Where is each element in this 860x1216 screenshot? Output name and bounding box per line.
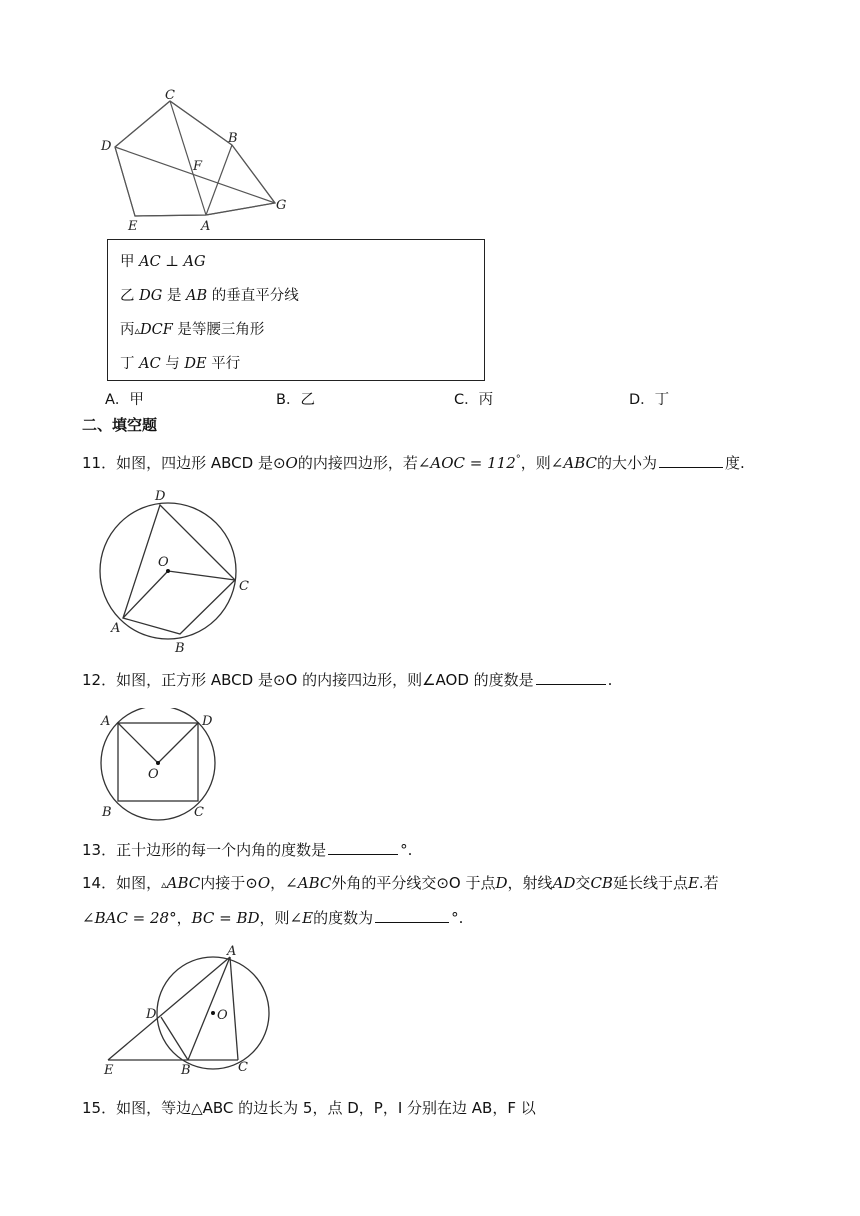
q-text: ， <box>176 909 192 927</box>
label-E: E <box>104 1063 114 1078</box>
figure-q10 <box>95 88 295 236</box>
q-math: BC = BD <box>191 909 260 927</box>
statement-prefix: 甲 <box>120 254 135 270</box>
label-F: F <box>193 159 203 174</box>
q-math: CB <box>590 874 613 892</box>
question-15 <box>82 1097 536 1119</box>
q-math: ∠AOC = 112 <box>417 454 516 472</box>
label-D: D <box>155 489 166 504</box>
question-12 <box>82 668 612 691</box>
q-text: 的内接四边形，若 <box>297 454 418 472</box>
triangle-symbol: ▵ <box>134 324 141 337</box>
statements-box <box>107 239 485 381</box>
label-D: D <box>146 1007 157 1022</box>
figure-q11 <box>95 484 265 656</box>
q-math: ∠E <box>289 909 314 927</box>
q-text: 外角的平分线交⊙O 于点 <box>331 874 496 892</box>
label-A: A <box>201 219 211 234</box>
label-A: A <box>111 621 121 636</box>
question-14-line-1 <box>82 872 719 896</box>
section-title: 二、填空题 <box>82 416 158 434</box>
label-O: O <box>148 767 159 782</box>
degree-symbol: ° <box>515 454 521 465</box>
q-math: ∠ABC <box>550 454 597 472</box>
statement-prefix: 丁 <box>120 356 135 372</box>
q-text: 交 <box>575 874 591 892</box>
question-number: 15． <box>82 1099 117 1117</box>
q-math: O <box>285 454 298 472</box>
q-text: ，射线 <box>507 874 553 892</box>
statement-math: DE <box>184 356 207 372</box>
label-O: O <box>217 1008 228 1023</box>
q-text: 正十边形的每一个内角的度数是 <box>116 841 327 859</box>
label-C: C <box>239 579 249 594</box>
q-text: 的大小为 <box>596 454 657 472</box>
option-b[interactable]: B．乙 <box>276 392 315 408</box>
triangle-symbol: ▵ <box>161 878 167 891</box>
figure-q14 <box>100 944 290 1078</box>
statement-math: AC <box>139 356 161 372</box>
answer-blank[interactable] <box>659 451 723 468</box>
statement-ding <box>120 352 240 373</box>
question-number: 14． <box>82 874 117 892</box>
q-text: 内接于 <box>200 874 246 892</box>
statement-math: AB <box>186 288 208 304</box>
statement-text: 是等腰三角形 <box>177 322 265 338</box>
statement-yi <box>120 284 299 305</box>
statement-text: 是 <box>166 288 182 304</box>
question-number: 11． <box>82 454 117 472</box>
q-text: 如图，四边形 ABCD 是 <box>116 454 273 472</box>
q-math: ABC <box>166 874 201 892</box>
statement-jia <box>120 250 206 271</box>
label-O: O <box>158 555 169 570</box>
question-14-line-2 <box>82 906 463 929</box>
q-text: ， <box>270 874 286 892</box>
q-text: 延长线于点 <box>612 874 688 892</box>
q-text: 的度数为 <box>313 909 374 927</box>
statement-text: 的垂直平分线 <box>211 288 299 304</box>
q-text: 如图，正方形 ABCD 是⊙O 的内接四边形，则∠AOD 的度数是 <box>116 671 534 689</box>
q-math: D <box>495 874 508 892</box>
label-D: D <box>101 139 112 154</box>
option-d[interactable]: D．丁 <box>629 392 670 408</box>
label-A: A <box>101 714 111 729</box>
question-11 <box>82 449 745 474</box>
label-C: C <box>194 805 204 820</box>
label-C: C <box>238 1060 248 1075</box>
q-text: °. <box>451 909 464 927</box>
answer-blank[interactable] <box>375 906 449 923</box>
statement-math: DG <box>139 288 163 304</box>
q-math: ∠BAC = 28° <box>82 909 177 927</box>
statement-math: DCF <box>140 322 173 338</box>
answer-blank[interactable] <box>536 668 606 685</box>
statement-text: 与 <box>165 356 180 372</box>
q-math: E <box>687 874 699 892</box>
label-B: B <box>181 1063 191 1078</box>
option-c[interactable]: C．丙 <box>454 392 494 408</box>
q-text: 如图，等边△ABC 的边长为 5，点 D，P，I 分别在边 AB，F 以 <box>116 1099 536 1117</box>
label-C: C <box>165 88 175 103</box>
q-math: ⊙O <box>245 874 271 892</box>
statement-prefix: 丙 <box>120 322 135 338</box>
label-D: D <box>202 714 213 729</box>
label-B: B <box>228 131 238 146</box>
statement-prefix: 乙 <box>120 288 135 304</box>
q-text: 度. <box>725 454 745 472</box>
answer-blank[interactable] <box>328 838 398 855</box>
q-math: AD <box>552 874 576 892</box>
label-A: A <box>227 944 237 959</box>
circle-symbol: ⊙ <box>272 454 286 472</box>
statement-math: AC ⊥ AG <box>139 254 206 270</box>
statement-bing <box>120 318 264 339</box>
q-text: .若 <box>698 874 719 892</box>
q-text: °. <box>400 841 413 859</box>
question-number: 13． <box>82 841 117 859</box>
q-text: . <box>607 671 613 689</box>
question-13 <box>82 838 412 861</box>
label-E: E <box>128 219 138 234</box>
q-text: ，则 <box>259 909 290 927</box>
label-B: B <box>175 641 185 656</box>
q-text: 如图， <box>116 874 162 892</box>
label-G: G <box>276 198 287 213</box>
q-text: ，则 <box>520 454 551 472</box>
statement-text: 平行 <box>211 356 241 372</box>
q-math: ∠ABC <box>285 874 332 892</box>
option-a[interactable]: A．甲 <box>105 392 144 408</box>
label-B: B <box>102 805 112 820</box>
question-number: 12． <box>82 671 117 689</box>
figure-q12 <box>96 708 226 822</box>
